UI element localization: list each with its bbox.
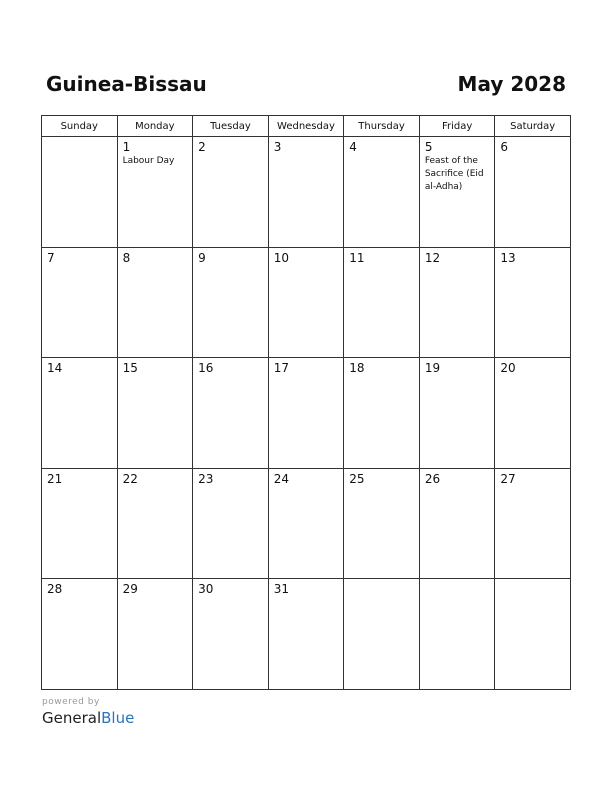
day-cell [344, 358, 420, 469]
day-cell [419, 358, 495, 469]
week-row [42, 579, 571, 690]
day-number: 12 [424, 250, 441, 265]
footer-branding [42, 697, 134, 728]
week-row [42, 468, 571, 579]
day-number: 21 [47, 471, 63, 486]
day-cell [495, 247, 571, 358]
weekday-header: Monday [117, 116, 193, 137]
day-number: 25 [349, 471, 365, 486]
day-cell [193, 358, 269, 469]
day-number: 10 [273, 250, 289, 265]
day-cell [42, 358, 118, 469]
day-cell [42, 247, 118, 358]
week-row [42, 358, 571, 469]
day-cell [344, 247, 420, 358]
day-cell [495, 579, 571, 690]
day-cell [117, 468, 193, 579]
day-number: 30 [198, 582, 214, 597]
day-cell [419, 137, 495, 248]
day-cell [344, 579, 420, 690]
month-title: May 2028 [457, 72, 566, 96]
day-cell [419, 247, 495, 358]
day-number: 3 [273, 140, 282, 154]
day-cell [268, 468, 344, 579]
day-cell [268, 579, 344, 690]
day-cell [193, 579, 269, 690]
weekday-header: Sunday [42, 116, 118, 137]
day-number: 18 [349, 361, 365, 376]
weekday-header: Tuesday [193, 116, 269, 137]
day-cell [193, 468, 269, 579]
brand-blue: Blue [101, 709, 135, 727]
weekday-header-row [42, 116, 571, 137]
day-number: 20 [500, 361, 516, 376]
day-cell [344, 468, 420, 579]
day-number: 4 [349, 140, 357, 154]
day-cell [268, 247, 344, 358]
day-number: 17 [273, 361, 289, 376]
day-number: 9 [198, 250, 206, 265]
day-cell [268, 137, 344, 248]
day-cell [42, 579, 118, 690]
day-number: 23 [198, 471, 214, 486]
holiday-label: Labour Day [122, 156, 175, 166]
day-cell [42, 468, 118, 579]
day-number: 7 [47, 250, 55, 265]
powered-by-text: powered by [42, 697, 100, 707]
day-number: 24 [273, 471, 289, 486]
weekday-header: Friday [419, 116, 495, 137]
calendar-grid [41, 115, 571, 690]
day-number: 13 [500, 250, 516, 265]
day-number: 29 [122, 582, 138, 597]
day-number: 6 [500, 140, 509, 154]
day-cell [495, 358, 571, 469]
day-cell [193, 247, 269, 358]
weekday-header: Saturday [495, 116, 571, 137]
weekday-header: Thursday [344, 116, 420, 137]
day-cell [42, 137, 118, 248]
day-number: 22 [122, 471, 138, 486]
day-number: 2 [198, 140, 206, 154]
day-cell [495, 468, 571, 579]
day-cell [193, 137, 269, 248]
day-number: 16 [198, 361, 214, 376]
day-number: 31 [273, 582, 289, 597]
brand-logo[interactable] [42, 708, 134, 728]
day-number: 1 [122, 140, 131, 154]
day-cell [268, 358, 344, 469]
day-number: 11 [349, 250, 365, 265]
day-number: 28 [47, 582, 63, 597]
day-number: 19 [424, 361, 441, 376]
day-cell [419, 579, 495, 690]
day-number: 15 [122, 361, 138, 376]
day-number: 27 [500, 471, 516, 486]
day-number: 14 [47, 361, 63, 376]
weekday-header: Wednesday [268, 116, 344, 137]
day-cell [117, 579, 193, 690]
day-cell [495, 137, 571, 248]
day-cell [344, 137, 420, 248]
country-title: Guinea-Bissau [46, 72, 207, 96]
day-cell [419, 468, 495, 579]
week-row [42, 137, 571, 248]
holiday-label: Feast of the Sacrifice (Eid al-Adha) [424, 156, 484, 192]
day-cell [117, 247, 193, 358]
day-number: 5 [424, 140, 433, 154]
day-number: 8 [122, 250, 131, 265]
day-number: 26 [424, 471, 441, 486]
week-row [42, 247, 571, 358]
day-cell [117, 137, 193, 248]
day-cell [117, 358, 193, 469]
brand-general: General [42, 709, 102, 727]
